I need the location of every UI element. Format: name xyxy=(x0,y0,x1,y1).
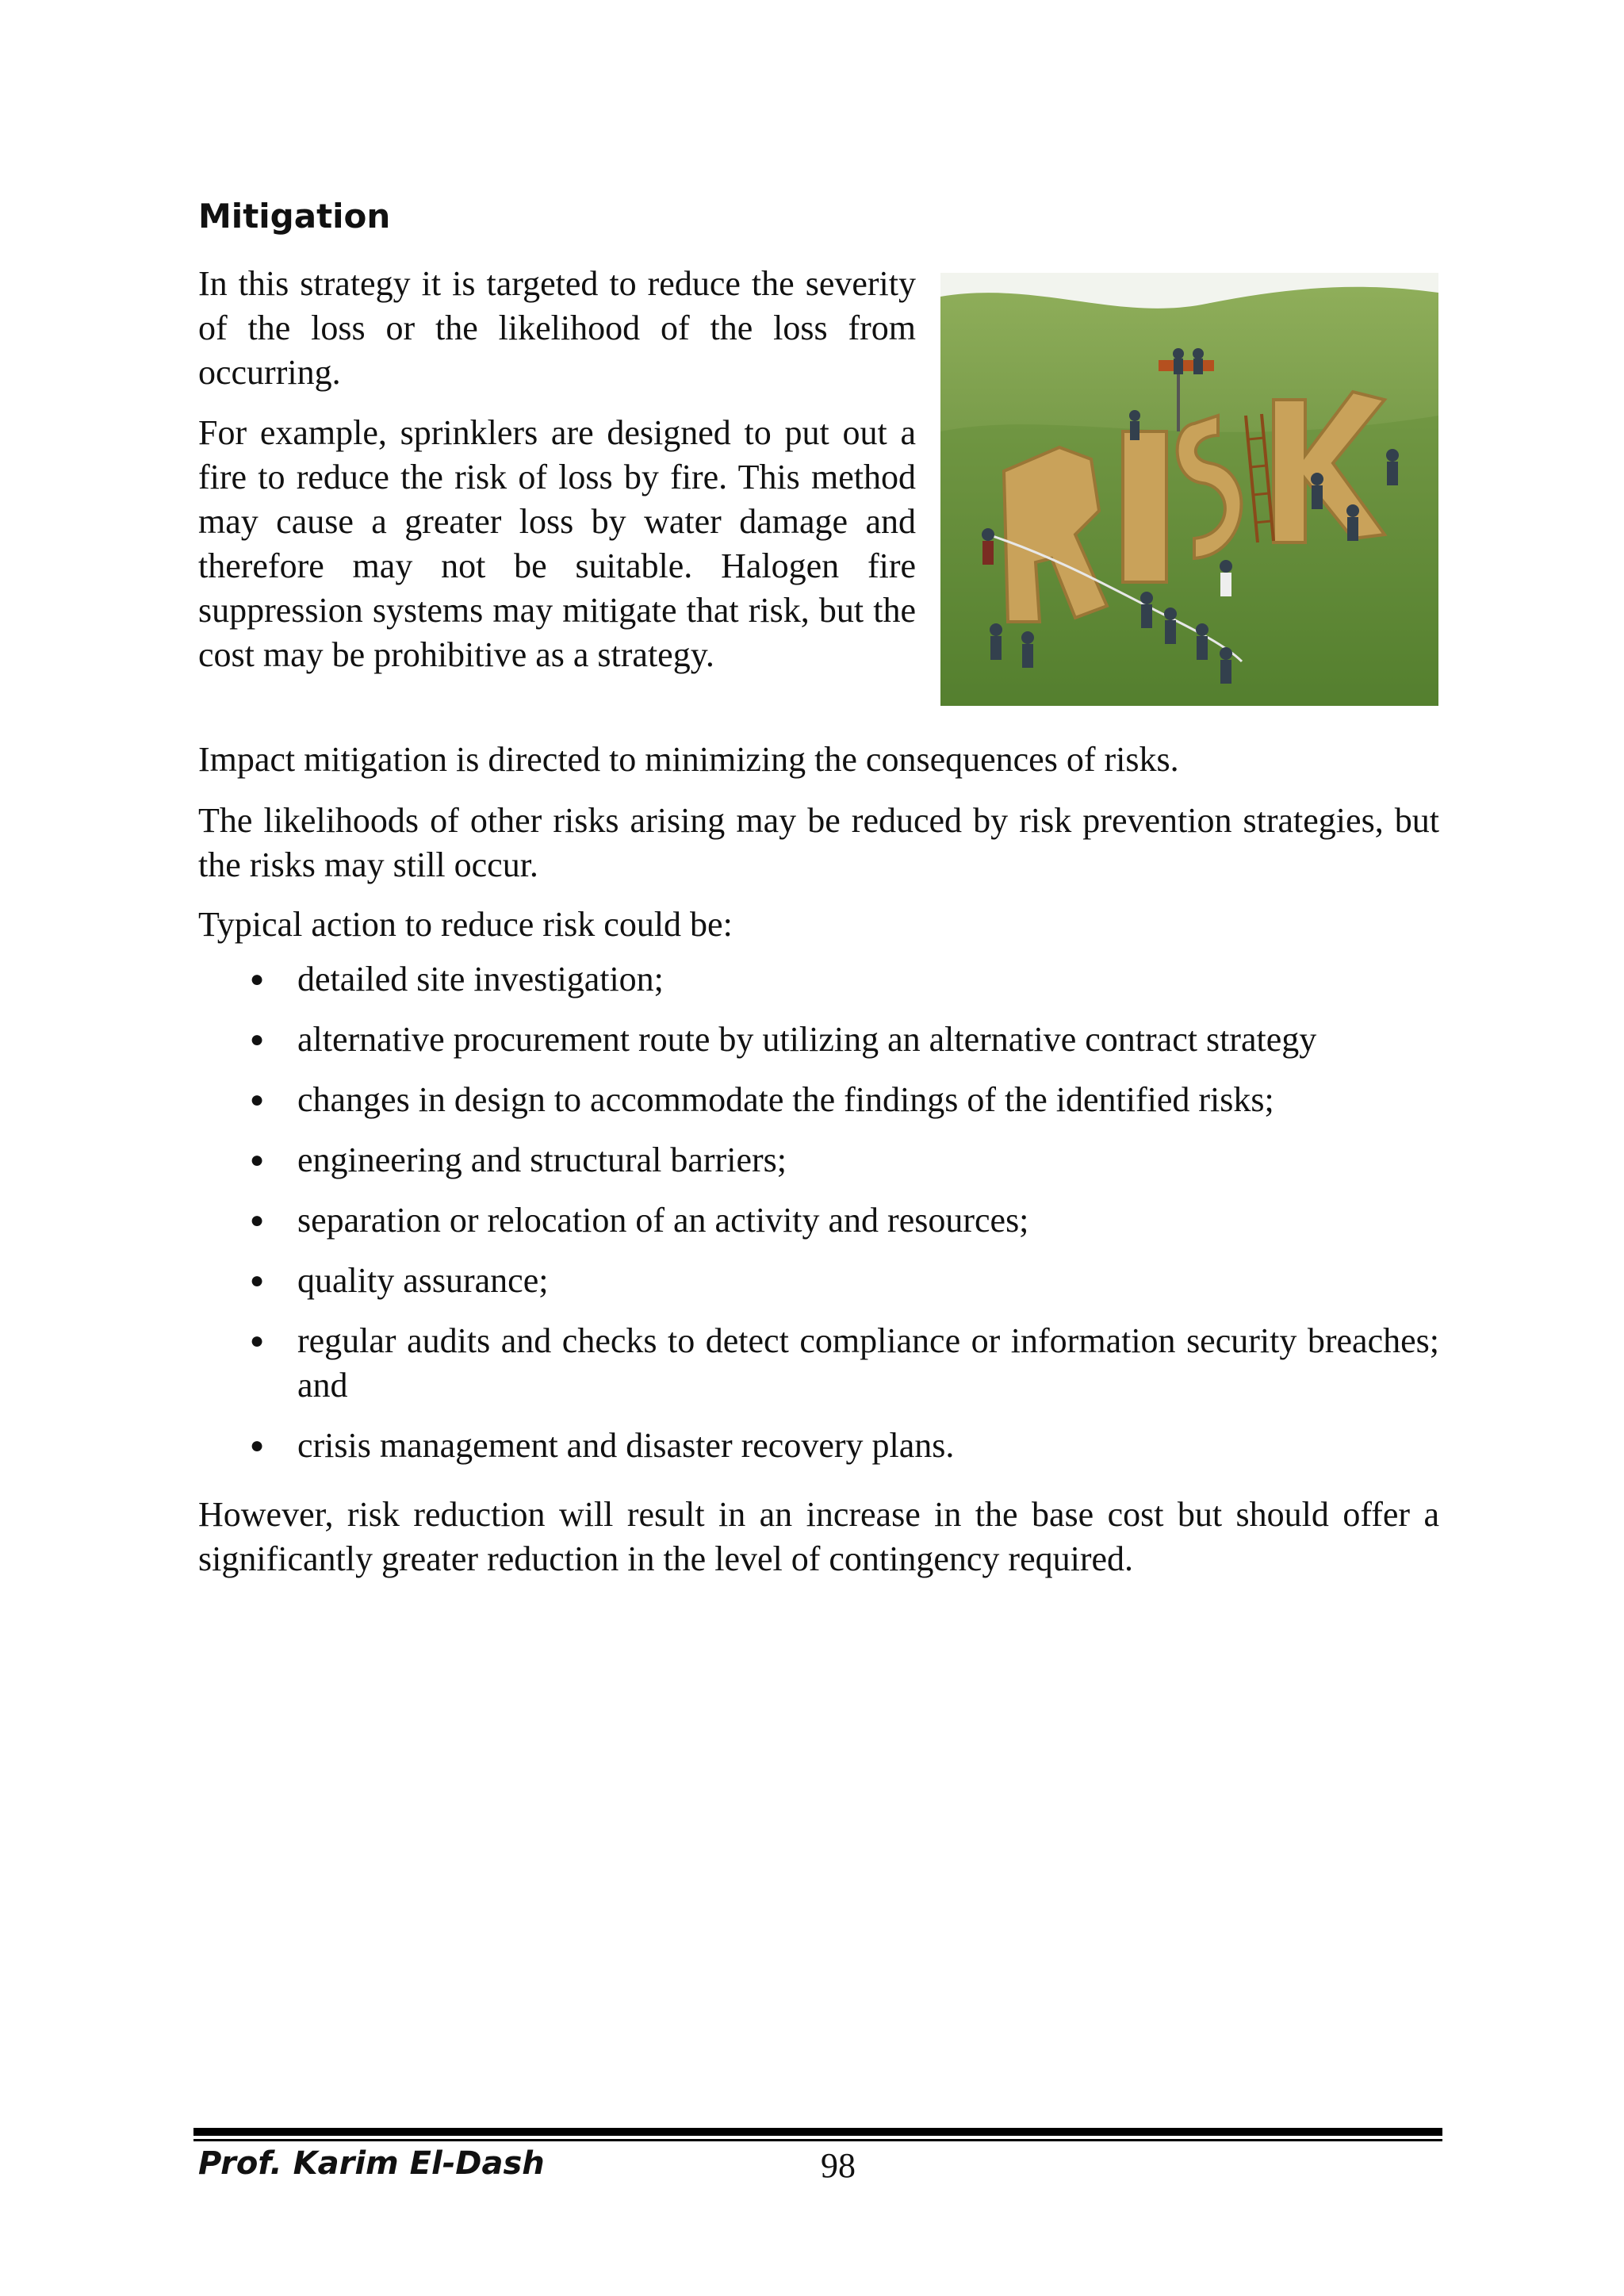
lift-platform xyxy=(1159,360,1214,371)
list-item: ● engineering and structural barriers; xyxy=(198,1138,1439,1182)
footer-divider xyxy=(193,2128,1442,2136)
risk-action-list xyxy=(198,957,1439,1484)
bullet-icon: ● xyxy=(250,1207,265,1233)
bullet-icon: ● xyxy=(250,1267,265,1294)
section-heading: Mitigation xyxy=(198,197,391,236)
bullet-icon: ● xyxy=(250,966,265,992)
bullet-icon: ● xyxy=(250,1432,265,1458)
list-item: ● quality assurance; xyxy=(198,1259,1439,1303)
risk-illustration xyxy=(940,273,1438,706)
list-item: ● regular audits and checks to detect compliance or information security breaches; and xyxy=(198,1319,1439,1408)
bullet-icon: ● xyxy=(250,1328,265,1354)
intro-paragraph-1: In this strategy it is targeted to reduce the severity of the loss or the likelihood of the loss from occurring. xyxy=(198,264,916,392)
paragraph-impact: Impact mitigation is directed to minimizing the consequences of risks. xyxy=(198,740,1179,779)
paragraph-likelihoods: The likelihoods of other risks arising may be reduced by risk prevention strategies, but the risks may still occur. xyxy=(198,801,1439,884)
bullet-icon: ● xyxy=(250,1147,265,1173)
list-item: ● detailed site investigation; xyxy=(198,957,1439,1002)
page-number: 98 xyxy=(821,2146,856,2185)
intro-paragraph-2: For example, sprinklers are designed to put out a fire to reduce the risk of loss by fire. This method may cause a greater loss by water damage and therefore may not be suitable. Halogen fire suppression systems may mitigate that risk, but the cost may be prohibitive as a strategy. xyxy=(198,413,916,674)
list-item: ● changes in design to accommodate the findings of the identified risks; xyxy=(198,1078,1439,1122)
paragraph-closing: However, risk reduction will result in an increase in the base cost but should offer a significantly greater reduction in the level of contingency required. xyxy=(198,1495,1439,1578)
bullet-icon: ● xyxy=(250,1026,265,1052)
paragraph-typical-action: Typical action to reduce risk could be: xyxy=(198,905,733,944)
footer-divider-thin xyxy=(193,2139,1442,2141)
bullet-icon: ● xyxy=(250,1087,265,1113)
list-item: ● crisis management and disaster recovery plans. xyxy=(198,1424,1439,1468)
list-item: ● alternative procurement route by utilizing an alternative contract strategy xyxy=(198,1018,1439,1062)
list-item: ● separation or relocation of an activity and resources; xyxy=(198,1198,1439,1243)
footer-author: Prof. Karim El-Dash xyxy=(198,2145,545,2182)
